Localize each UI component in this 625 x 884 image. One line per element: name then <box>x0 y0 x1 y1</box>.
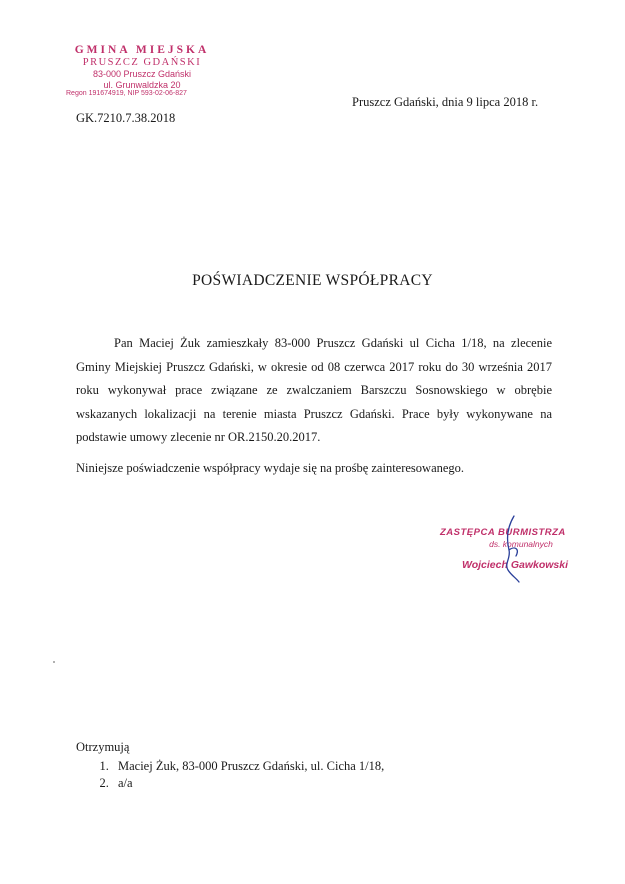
recipient-item: 2. a/a <box>112 775 384 792</box>
stamp-line-4: ul. Grunwaldzka 20 <box>103 79 181 90</box>
handwritten-signature <box>492 512 532 587</box>
recipients-heading: Otrzymują <box>76 740 130 754</box>
recipient-item: 1. Maciej Żuk, 83-000 Pruszcz Gdański, ul. Cicha 1/18, <box>112 758 384 775</box>
municipality-stamp <box>52 44 232 98</box>
reference-number: GK.7210.7.38.2018 <box>76 111 176 125</box>
signatory-name: Wojciech Gawkowski <box>462 558 569 571</box>
signature-subtitle: ds. komunalnych <box>489 538 553 549</box>
signature-title: ZASTĘPCA BURMISTRZA <box>440 527 566 538</box>
stamp-line-3: 83-000 Pruszcz Gdański <box>92 69 192 80</box>
document-body: Pan Maciej Żuk zamieszkały 83-000 Pruszcz Gdański ul Cicha 1/18, na zlecenie Gminy Miejskiej Pruszcz Gdański, w okresie od 08 czerwca 2017 roku do 30 września 2017 roku wykonywał prace związane ze zwalczaniem Barszczu Sosnowskiego w obrębie wskazanych lokalizacji na terenie miasta Pruszcz Gdański. Prace były wykonywane na podstawie umowy zlecenie nr OR.2150.20.2017. <box>76 336 552 444</box>
closing-sentence: Niniejsze poświadczenie współpracy wydaje się na prośbę zainteresowanego. <box>76 461 465 475</box>
stamp-line-2: PRUSZCZ GDAŃSKI <box>82 57 202 69</box>
recipients-list <box>76 758 384 792</box>
recipients-block <box>76 740 384 792</box>
document-title: POŚWIADCZENIE WSPÓŁPRACY <box>192 272 433 289</box>
stamp-line-1: GMINA MIEJSKA <box>74 44 210 56</box>
document-date: Pruszcz Gdański, dnia 9 lipca 2018 r. <box>352 95 539 109</box>
stamp-line-5: Regon 191674919, NIP 593-02-06-827 <box>66 89 187 97</box>
scan-speck <box>53 661 55 663</box>
